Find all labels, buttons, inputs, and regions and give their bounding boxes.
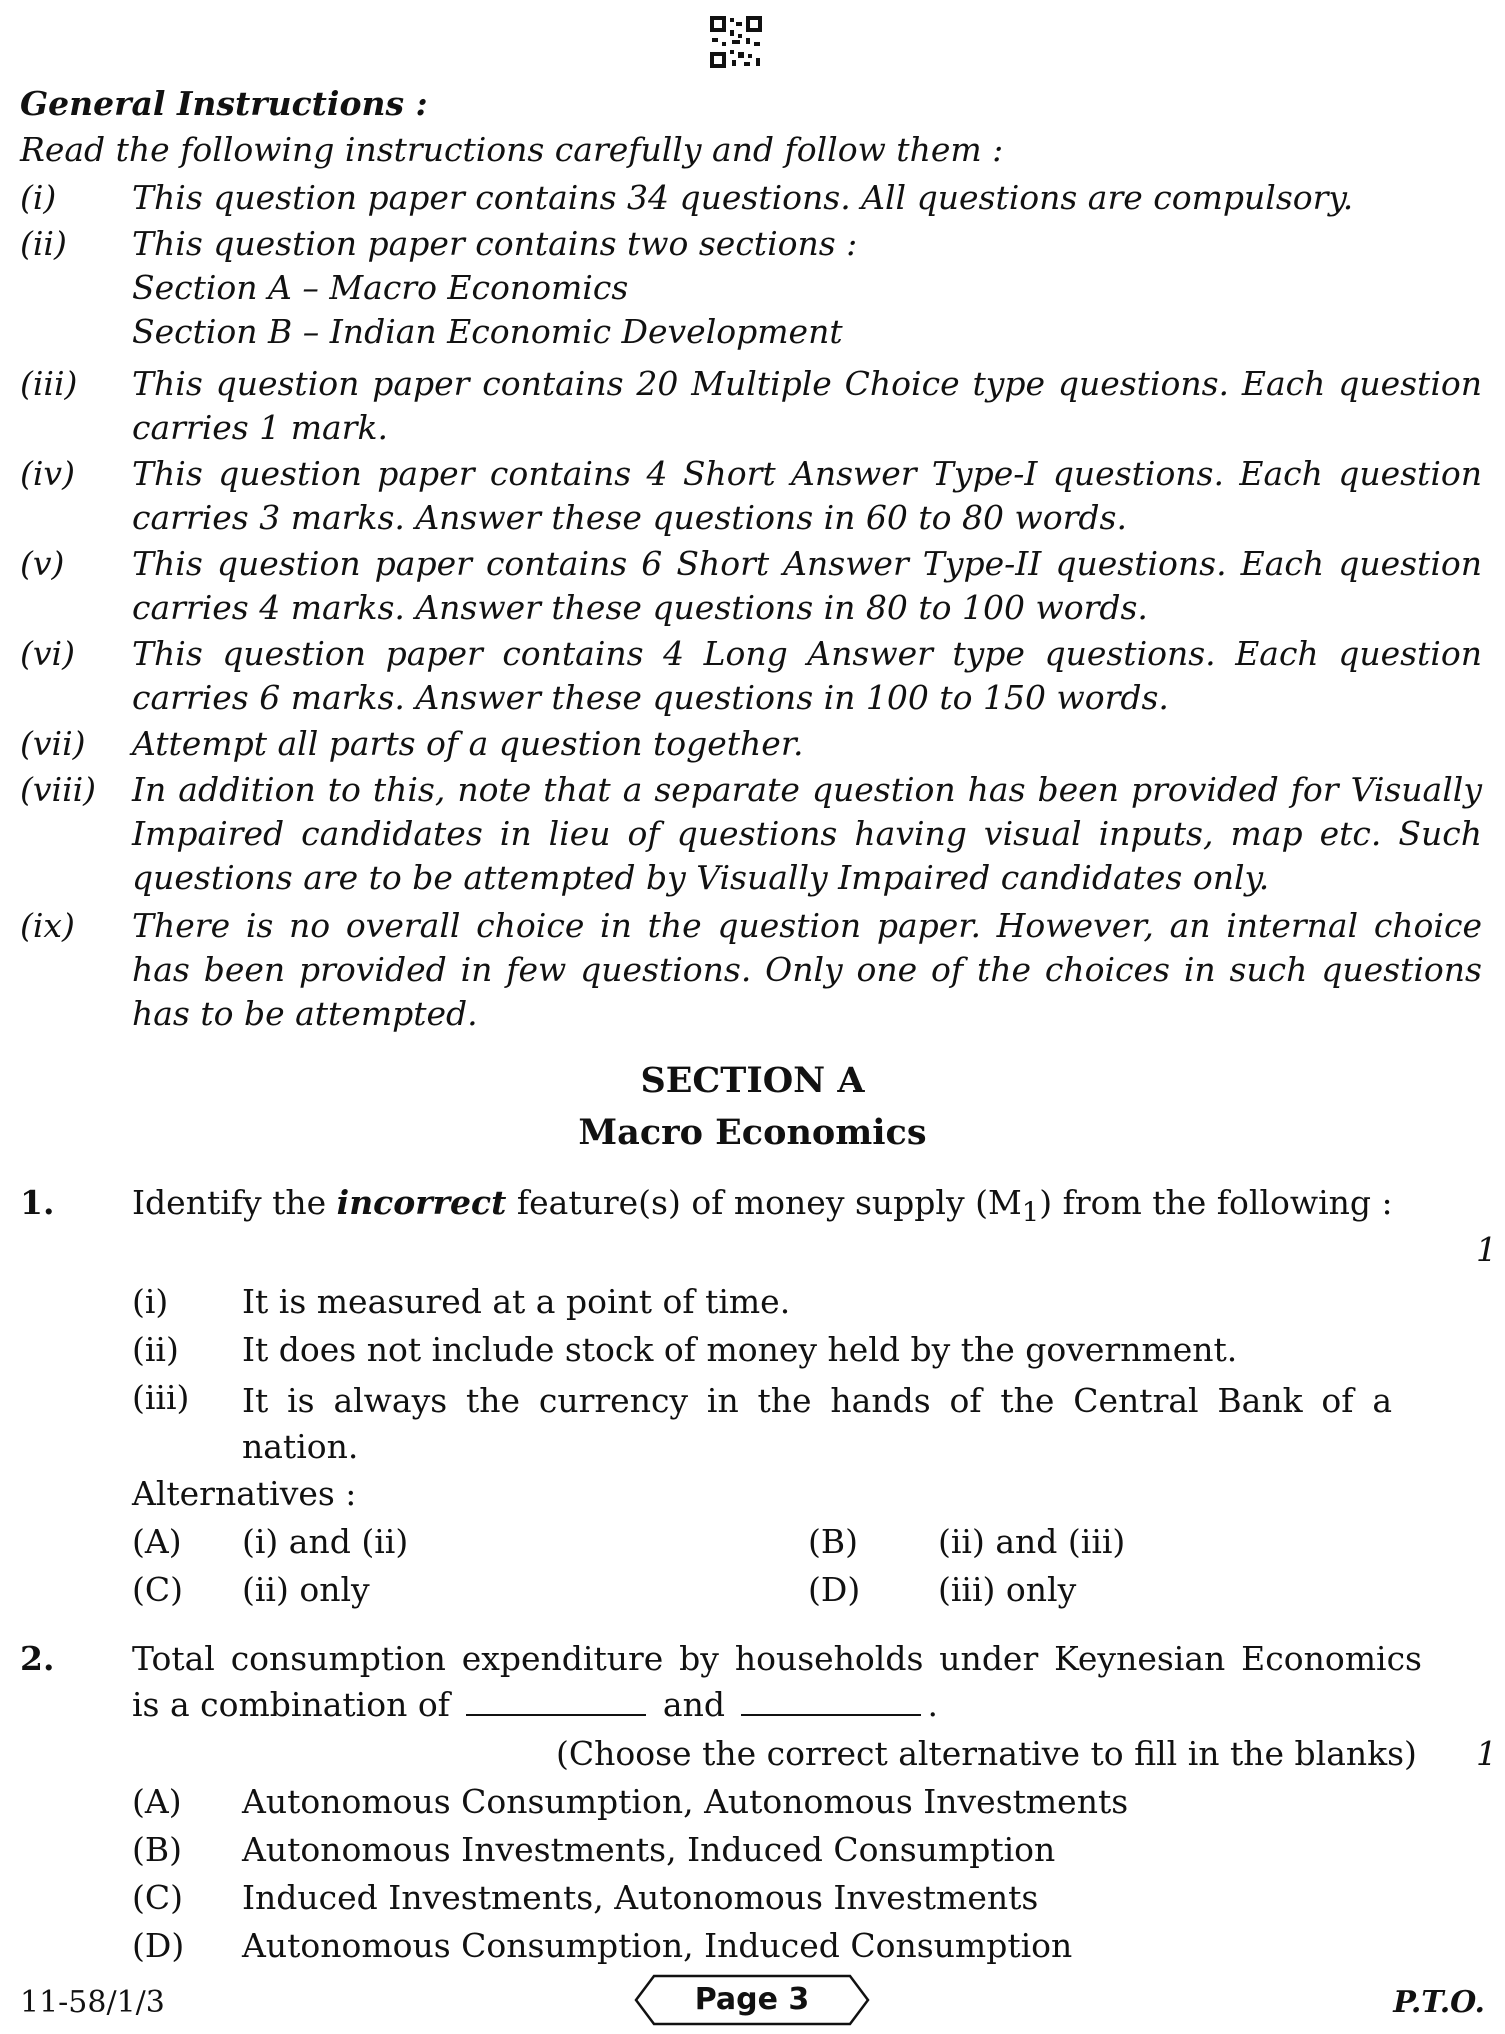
- option-text: (iii) only: [938, 1570, 1077, 1609]
- question-mark: 1: [1476, 1230, 1497, 1269]
- instruction-number: (i): [20, 178, 57, 217]
- option-text: Autonomous Investments, Induced Consumption: [242, 1830, 1056, 1869]
- statement-number: (i): [132, 1282, 169, 1321]
- question-1: [20, 1180, 1482, 1236]
- instruction-item: [20, 542, 1482, 630]
- instruction-text: This question paper contains 6 Short Answer Type-II questions. Each question carries 4 marks. Answer these questions in 80 to 100 words.: [132, 544, 1482, 627]
- section-subtitle: Macro Economics: [578, 1112, 927, 1153]
- section-a-label: Section A – Macro Economics: [132, 268, 629, 307]
- option-text: (i) and (ii): [242, 1522, 409, 1561]
- instruction-text: This question paper contains 4 Short Answer Type-I questions. Each question carries 3 marks. Answer these questions in 60 to 80 words.: [132, 454, 1482, 537]
- instruction-item: [20, 722, 1482, 766]
- instruction-item: [20, 176, 1482, 220]
- instruction-number: (iv): [20, 454, 75, 493]
- question-text-part: Identify the: [132, 1183, 327, 1222]
- instruction-item: [20, 904, 1482, 1036]
- option-label: (D): [808, 1570, 861, 1609]
- paper-code: 11-58/1/3: [20, 1985, 165, 2020]
- question-2: [20, 1636, 1482, 1728]
- statement-text: It is always the currency in the hands of the Central Bank of a nation.: [242, 1381, 1392, 1466]
- instruction-item: [20, 222, 1482, 354]
- question-text-part: .: [927, 1685, 938, 1724]
- instruction-number: (ii): [20, 224, 67, 263]
- question-text-part: feature(s) of money supply (M: [516, 1183, 1022, 1222]
- instruction-number: (v): [20, 544, 65, 583]
- instructions-heading: General Instructions :: [20, 84, 428, 123]
- option-label: (C): [132, 1878, 183, 1917]
- option-text: Autonomous Consumption, Induced Consumption: [242, 1926, 1073, 1965]
- statement-text: It does not include stock of money held by the government.: [242, 1330, 1238, 1369]
- qr-code-icon: [708, 14, 764, 70]
- page-number: Page 3: [694, 1982, 810, 2017]
- question-text-part: Total consumption expenditure by households under Keynesian Economics is a combination of: [132, 1639, 1422, 1724]
- instruction-text: Attempt all parts of a question together.: [132, 724, 804, 763]
- question-number: 2.: [20, 1639, 55, 1678]
- instruction-number: (viii): [20, 770, 97, 809]
- pto-label: P.T.O.: [1393, 1985, 1485, 2020]
- instruction-text: In addition to this, note that a separate question has been provided for Visually Impaired candidates in lieu of questions having visual inputs, map etc. Such questions are to be attempted by Visually Impaired candidates only.: [132, 770, 1482, 897]
- instructions-intro: Read the following instructions carefully and follow them :: [20, 130, 1004, 169]
- emphasis-word: incorrect: [336, 1183, 507, 1222]
- question-text: [132, 1636, 1422, 1728]
- instruction-text: This question paper contains two sections :: [132, 224, 858, 263]
- instruction-item: [20, 632, 1482, 720]
- section-b-label: Section B – Indian Economic Development: [132, 312, 843, 351]
- section-title: SECTION A: [640, 1060, 865, 1101]
- instruction-text: This question paper contains 20 Multiple Choice type questions. Each question carries 1 mark.: [132, 364, 1482, 447]
- question-mark: 1: [1476, 1734, 1497, 1773]
- instruction-item: [20, 768, 1482, 900]
- instruction-item: [20, 452, 1482, 540]
- alternatives-label: Alternatives :: [132, 1474, 357, 1513]
- question-text-part: ) from the following :: [1039, 1183, 1393, 1222]
- instruction-text: This question paper contains 34 questions. All questions are compulsory.: [132, 178, 1354, 217]
- option-label: (A): [132, 1782, 182, 1821]
- option-text: Induced Investments, Autonomous Investments: [242, 1878, 1039, 1917]
- subscript: 1: [1021, 1196, 1040, 1229]
- option-label: (A): [132, 1522, 182, 1561]
- option-label: (C): [132, 1570, 183, 1609]
- question-text-part: and: [662, 1685, 725, 1724]
- option-text: (ii) and (iii): [938, 1522, 1126, 1561]
- instruction-number: (iii): [20, 364, 78, 403]
- fill-blank: [466, 1684, 646, 1716]
- fill-blank: [741, 1684, 921, 1716]
- instruction-number: (vi): [20, 634, 75, 673]
- instruction-number: (ix): [20, 906, 75, 945]
- instruction-text: There is no overall choice in the question paper. However, an internal choice has been provided in few questions. Only one of the choices in such questions has to be attempted.: [132, 906, 1482, 1033]
- statement-number: (iii): [132, 1378, 190, 1417]
- option-label: (B): [808, 1522, 858, 1561]
- statement-text: It is measured at a point of time.: [242, 1282, 791, 1321]
- statement-number: (ii): [132, 1330, 179, 1369]
- option-label: (B): [132, 1830, 182, 1869]
- instruction-text: This question paper contains 4 Long Answer type questions. Each question carries 6 marks. Answer these questions in 100 to 150 words.: [132, 634, 1482, 717]
- option-label: (D): [132, 1926, 185, 1965]
- option-text: Autonomous Consumption, Autonomous Investments: [242, 1782, 1129, 1821]
- page-number-badge: [632, 1972, 872, 2028]
- question-number: 1.: [20, 1183, 55, 1222]
- instruction-number: (vii): [20, 724, 86, 763]
- option-text: (ii) only: [242, 1570, 370, 1609]
- question-text: [132, 1180, 1422, 1236]
- instruction-item: [20, 362, 1482, 450]
- question-instruction: (Choose the correct alternative to fill in the blanks): [556, 1734, 1417, 1773]
